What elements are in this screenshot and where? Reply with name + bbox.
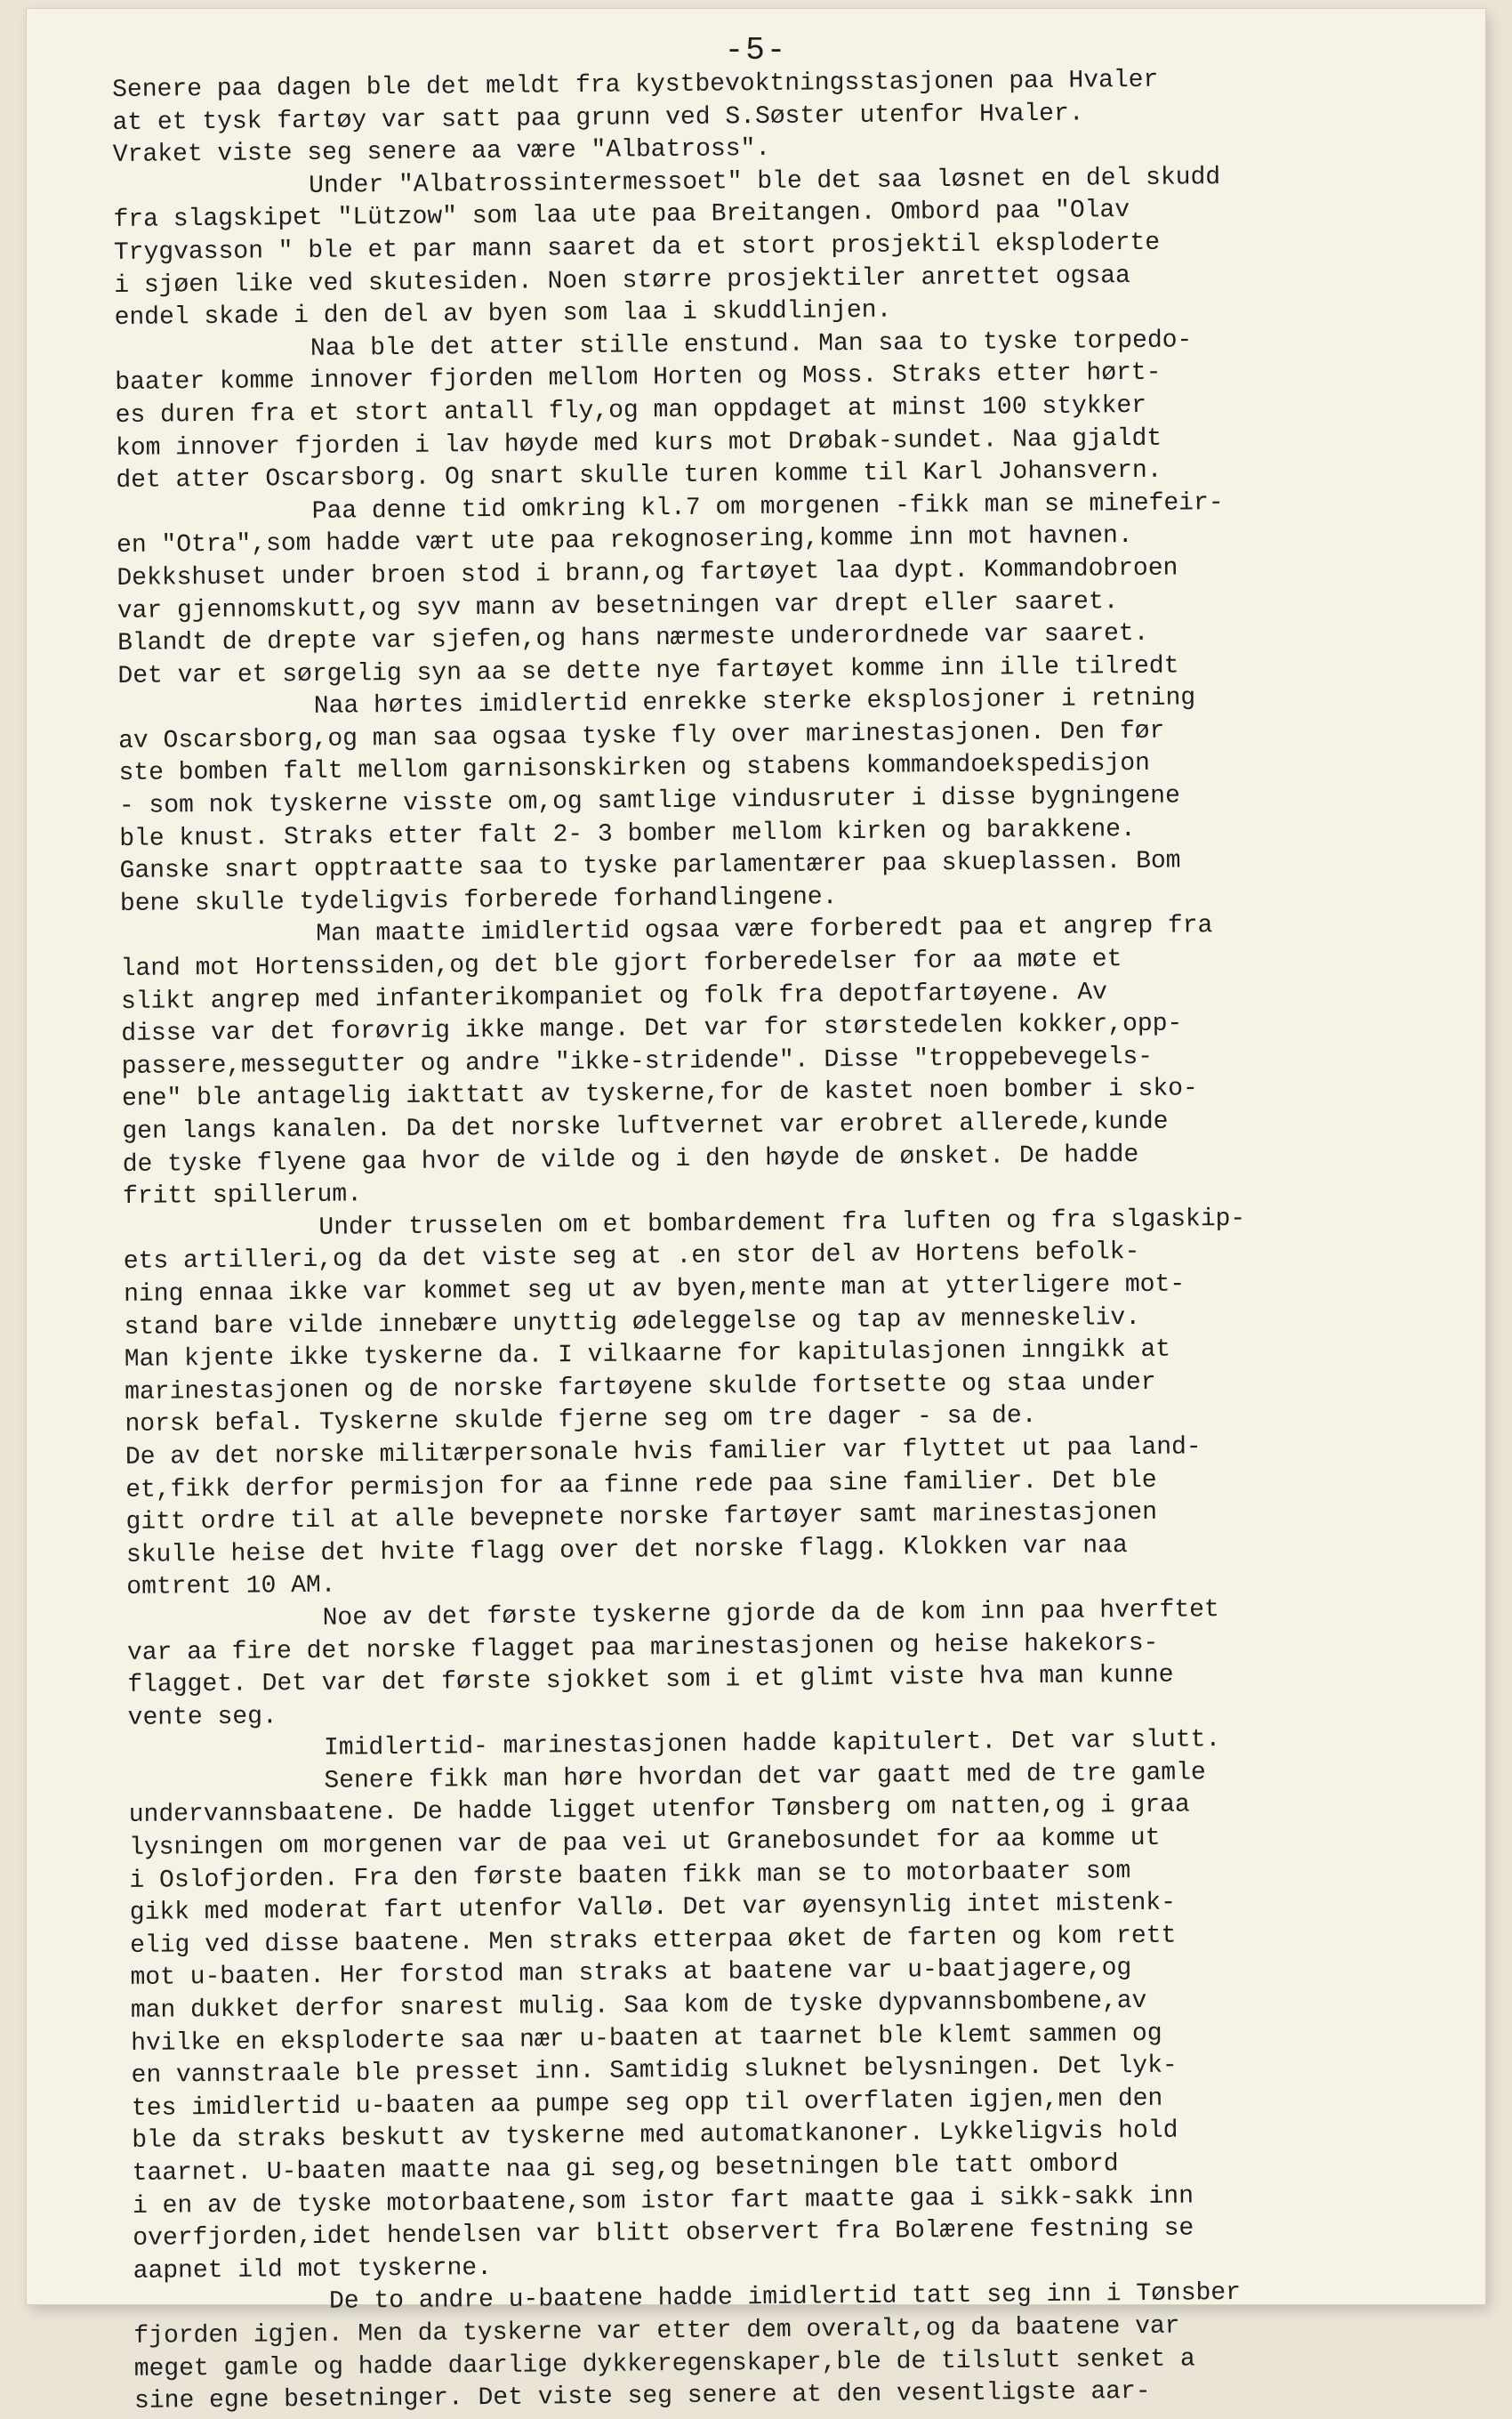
text-line: at et tysk fartøy var satt paa grunn ved S.Søster utenfor Hvaler. [112, 100, 1084, 137]
text-line: var aa fire det norske flagget paa marinestasjonen og heise hakekors- [126, 1629, 1159, 1667]
text-line: Imidlertid- marinestasjonen hadde kapitulert. Det var slutt. [323, 1726, 1221, 1763]
text-line: stand bare vilde innebære unyttig ødeleggelse og tap av menneskeliv. [124, 1303, 1141, 1342]
text-line: kom innover fjorden i lav høyde med kurs mot Drøbak-sundet. Naa gjaldt [115, 424, 1162, 463]
text-line: ene" ble antagelig iakttatt av tyskerne,for de kastet noen bomber i sko- [121, 1075, 1198, 1114]
text-line: fra slagskipet "Lützow" som laa ute paa Breitangen. Ombord paa "Olav [113, 197, 1130, 235]
text-line: hvilke en eksploderte saa nær u-baaten at taarnet ble klemt sammen og [131, 2020, 1162, 2058]
text-line: norsk befal. Tyskerne skulde fjerne seg om tre dager - sa de. [125, 1402, 1037, 1439]
text-line: tes imidlertid u-baaten aa pumpe seg opp til overflaten igjen,men den [131, 2084, 1163, 2123]
text-line: ning ennaa ikke var kommet seg ut av byen,mente man at ytterligere mot- [124, 1270, 1186, 1309]
text-line: sine egne besetninger. Det viste seg senere at den vesentligste aar- [133, 2378, 1151, 2416]
text-line: Noe av det første tyskerne gjorde da de kom inn paa hverftet [322, 1596, 1219, 1633]
text-line: i sjøen like ved skutesiden. Noen større prosjektiler anrettet ogsaa [114, 262, 1130, 300]
text-line: taarnet. U-baaten maatte naa gi seg,og besetningen ble tatt ombord [132, 2150, 1119, 2188]
text-line: det atter Oscarsborg. Og snart skulle turen komme til Karl Johansvern. [116, 456, 1162, 496]
text-line: disse var det forøvrig ikke mange. Det var for størstedelen kokker,opp- [121, 1010, 1183, 1049]
text-line: overfjorden,idet hendelsen var blitt observert fra Bolærene festning se [133, 2214, 1194, 2254]
text-line: Vraket viste seg senere aa være "Albatross". [112, 135, 771, 170]
text-line: bene skulle tydeligvis forberede forhandlingene. [119, 883, 838, 918]
text-line: gen langs kanalen. Da det norske luftvernet var erobret allerede,kunde [122, 1108, 1169, 1146]
text-line: Senere fikk man høre hvordan det var gaatt med de tre gamle [324, 1759, 1206, 1795]
text-line: Paa denne tid omkring kl.7 om morgenen -fikk man se minefeir- [311, 488, 1224, 526]
page-number: -5- [724, 32, 788, 69]
text-line: Dekkshuset under broen stod i brann,og fartøyet laa dypt. Kommandobroen [117, 554, 1178, 593]
text-line: endel skade i den del av byen som laa i skuddlinjen. [114, 296, 892, 333]
text-line: Det var et sørgelig syn aa se dette nye fartøyet komme inn ille tilredt [117, 652, 1179, 690]
text-line: ble da straks beskutt av tyskerne med automatkanoner. Lykkeligvis hold [132, 2117, 1178, 2156]
text-line: De av det norske militærpersonale hvis familier var flyttet ut paa land- [125, 1433, 1202, 1472]
text-line: meget gamle og hadde daarlige dykkeregenskaper,ble de tilslutt senket a [133, 2344, 1195, 2383]
text-line: ste bomben falt mellom garnisonskirken og stabens kommandoekspedisjon [118, 750, 1151, 788]
text-line: Naa ble det atter stille enstund. Man saa to tyske torpedo- [310, 327, 1193, 363]
text-line: en vannstraale ble presset inn. Samtidig sluknet belysningen. Det lyk- [131, 2052, 1178, 2091]
text-line: lysningen om morgenen var de paa vei ut Granebosundet for aa komme ut [128, 1824, 1161, 1862]
text-line: Under "Albatrossintermessoet" ble det saa løsnet en del skudd [309, 163, 1221, 200]
text-line: land mot Hortenssiden,og det ble gjort forberedelser for aa møte et [120, 946, 1122, 983]
text-line: i Oslofjorden. Fra den første baaten fikk man se to motorbaater som [129, 1857, 1131, 1895]
text-line: skulle heise det hvite flagg over det norske flagg. Klokken var naa [125, 1531, 1128, 1569]
text-line: de tyske flyene gaa hvor de vilde og i den høyde de ønsket. De hadde [122, 1141, 1139, 1179]
text-line: en "Otra",som hadde vært ute paa rekognosering,komme inn mot havnen. [116, 522, 1133, 560]
text-line: fjorden igjen. Men da tyskerne var etter dem overalt,og da baatene var [133, 2312, 1180, 2350]
text-line: aapnet ild mot tyskerne. [133, 2254, 493, 2286]
text-line: elig ved disse baatene. Men straks etterpaa øket de farten og kom rett [130, 1922, 1177, 1960]
text-line: vente seg. [127, 1702, 277, 1732]
text-line: Blandt de drepte var sjefen,og hans nærmeste underordnede var saaret. [117, 619, 1149, 658]
text-line: mot u-baaten. Her forstod man straks at baatene var u-baatjagere,og [130, 1955, 1132, 1993]
text-line: undervannsbaatene. De hadde ligget utenfor Tønsberg om natten,og i graa [128, 1791, 1190, 1830]
text-line: baater komme innover fjorden mellom Horten og Moss. Straks etter hørt- [115, 359, 1162, 398]
text-line: ets artilleri,og da det viste seg at .en stor del av Hortens befolk- [123, 1238, 1140, 1277]
document-page [27, 9, 1485, 2416]
text-line: av Oscarsborg,og man saa ogsaa tyske fly over marinestasjonen. Den før [118, 717, 1165, 755]
text-line: De to andre u-baatene hadde imidlertid tatt seg inn i Tønsber [328, 2279, 1242, 2317]
text-line: Man maatte imidlertid ogsaa være forberedt paa et angrep fra [316, 912, 1213, 949]
text-line: fritt spillerum. [122, 1181, 363, 1212]
text-line: man dukket derfor snarest mulig. Saa kom de tyske dypvannsbombene,av [130, 1987, 1147, 2025]
text-line: es duren fra et stort antall fly,og man oppdaget at minst 100 stykker [115, 391, 1147, 430]
text-line: Senere paa dagen ble det meldt fra kystbevoktningsstasjonen paa Hvaler [112, 66, 1159, 104]
text-line: gitt ordre til at alle bevepnete norske fartøyer samt marinestasjonen [125, 1498, 1158, 1537]
text-line: Under trusselen om et bombardement fra luften og fra slgaskip- [318, 1205, 1246, 1242]
text-line: var gjennomskutt,og syv mann av besetningen var drept eller saaret. [117, 587, 1119, 625]
document-body [112, 62, 1445, 2419]
text-line: i en av de tyske motorbaatene,som istor fart maatte gaa i sikk-sakk inn [132, 2182, 1194, 2221]
text-line: - som nok tyskerne visste om,og samtlige vindusruter i disse bygningene [118, 782, 1180, 821]
text-line: ble knust. Straks etter falt 2- 3 bomber mellom kirken og barakkene. [119, 815, 1136, 853]
text-line: Man kjente ikke tyskerne da. I vilkaarne for kapitulasjonen inngikk at [124, 1335, 1171, 1375]
text-line: Ganske snart opptraatte saa to tyske parlamentærer paa skueplassen. Bom [119, 847, 1181, 886]
text-line: gikk med moderat fart utenfor Vallø. Det var øyensynlig intet mistenk- [129, 1889, 1177, 1928]
text-line: flagget. Det var det første sjokket som i et glimt viste hva man kunne [127, 1661, 1174, 1700]
text-line: passere,messegutter og andre "ikke-stridende". Disse "troppebevegels- [121, 1043, 1154, 1081]
text-line: et,fikk derfor permisjon for aa finne rede paa sine familier. Det ble [125, 1466, 1157, 1504]
text-line: Naa hørtes imidlertid enrekke sterke eksplosjoner i retning [313, 684, 1196, 722]
text-line: slikt angrep med infanterikompaniet og folk fra depotfartøyene. Av [120, 978, 1108, 1016]
text-line: omtrent 10 AM. [126, 1571, 336, 1602]
text-line: marinestasjonen og de norske fartøyene skulde fortsette og staa under [125, 1368, 1156, 1407]
text-line: Trygvasson " ble et par mann saaret da et stort prosjektil eksploderte [113, 229, 1161, 267]
